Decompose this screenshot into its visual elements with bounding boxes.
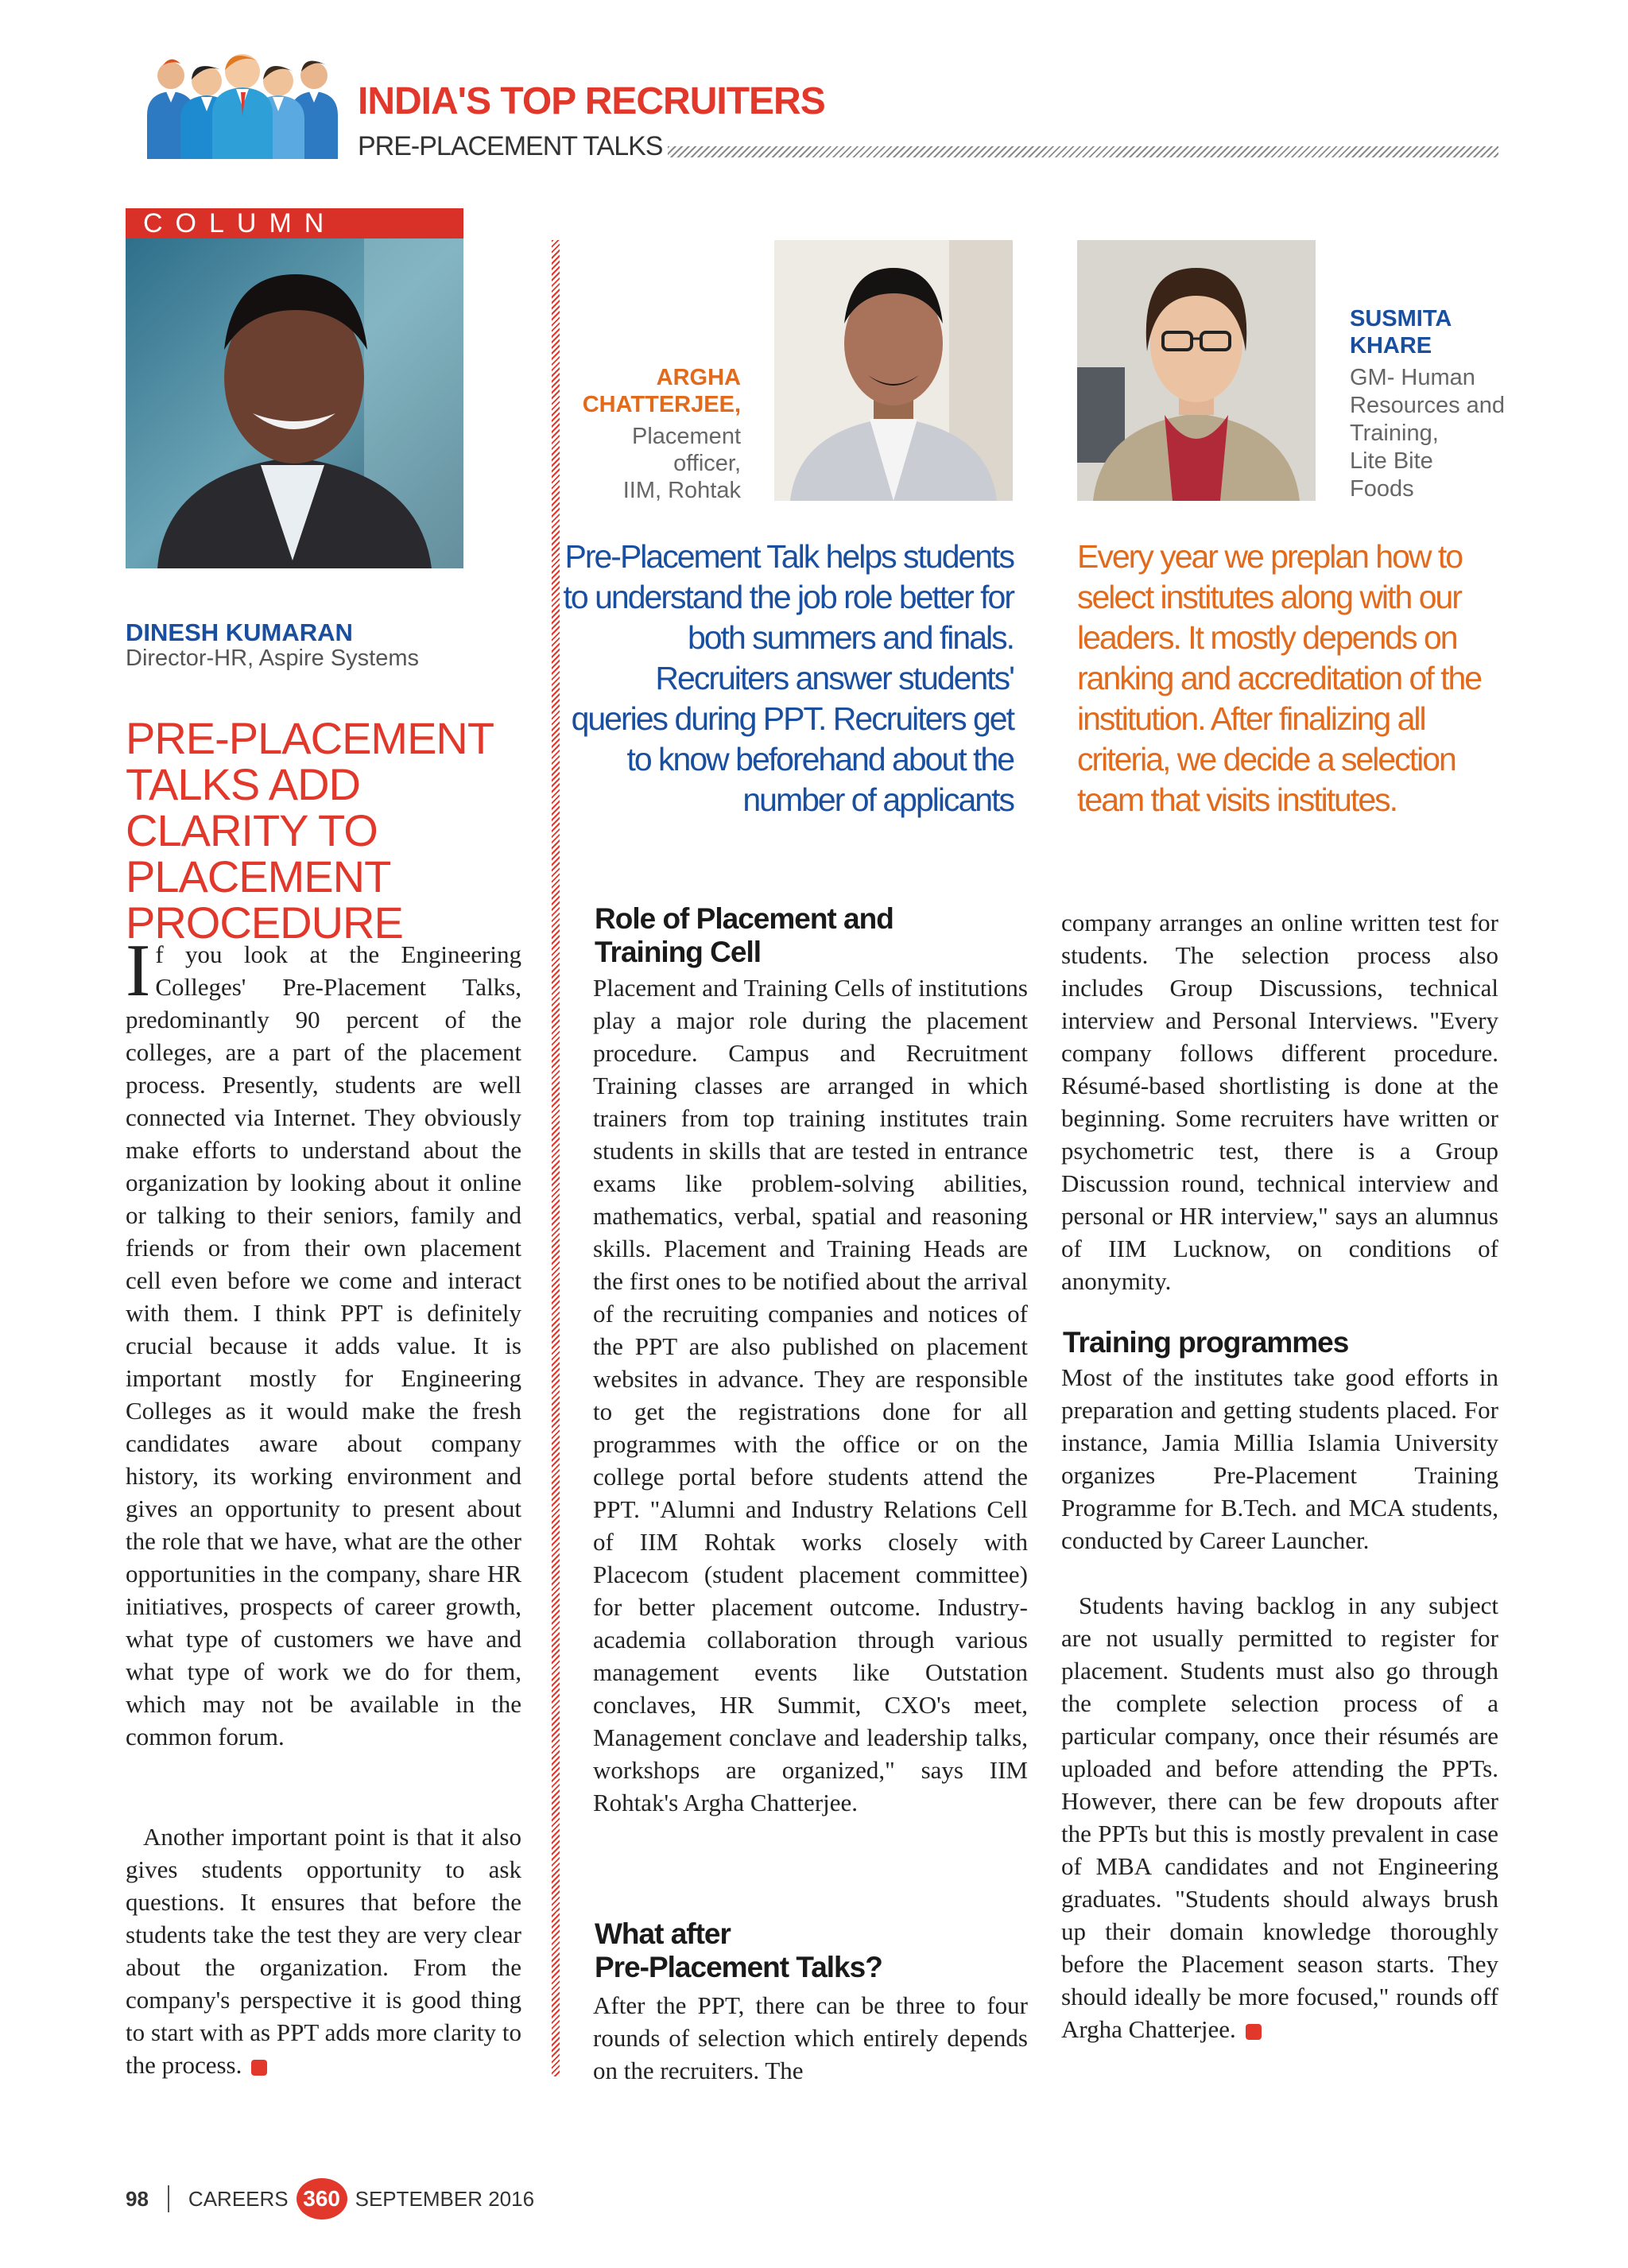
subheading-what-after-ppt (595, 1917, 1008, 1984)
columnist-photo (126, 238, 463, 568)
subheading-role-of-placement: Role of Placement and Training Cell (595, 902, 893, 968)
article-headline: PRE-PLACEMENT TALKS ADD CLARITY TO PLACEMENT PROCEDURE (126, 713, 494, 948)
profile-susmita-photo (1077, 240, 1316, 501)
profile-susmita-name-line2: KHARE (1350, 333, 1432, 359)
end-mark-icon: C (1246, 2024, 1262, 2040)
footer-brand: CAREERS (188, 2186, 289, 2211)
column-paragraph-1 (126, 929, 521, 1753)
columnist-name: DINESH KUMARAN (126, 618, 353, 646)
profile-susmita-role-line1: GM- Human (1350, 365, 1475, 390)
profile-argha-photo (774, 240, 1013, 501)
section-title: INDIA'S TOP RECRUITERS (358, 80, 825, 122)
profile-susmita-role-line4: Lite Bite (1350, 448, 1433, 474)
column-paragraph-2-text: Another important point is that it also gives students opportunity to ask questions. It ensures that before the students take the test they are very clear about the organization. From the company's perspective it is good thing to start with as PPT adds more clarity to the process. (126, 1823, 521, 2079)
profile-susmita-role-line2: Resources and (1350, 393, 1506, 418)
profile-argha-role-line1: Placement (631, 424, 741, 449)
training-programmes-paragraph-2 (1061, 1589, 1498, 2045)
profile-susmita-role-line5: Foods (1350, 476, 1414, 502)
column-paragraph-2 (126, 1820, 521, 2081)
profile-argha-role (556, 423, 741, 504)
page-number: 98 (126, 2186, 149, 2211)
what-after-ppt-paragraph: After the PPT, there can be three to four rounds of selection which entirely depends on the recruiters. The (593, 1991, 1028, 2084)
profile-argha-name-line2: CHATTERJEE, (582, 392, 741, 417)
training-programmes-paragraph-1: Most of the institutes take good efforts in preparation and getting students placed. For instance, Jamia Millia Islamia University organizes Pre-Placement Training Programme for B.Tech. and MCA students, conducted by Career Launcher. (1061, 1363, 1498, 1554)
footer-issue: SEPTEMBER 2016 (355, 2186, 535, 2211)
column-label: COLUMN (126, 208, 463, 238)
role-of-placement-paragraph: Placement and Training Cells of institutions play a major role during the placement procedure. Campus and Recruitment Training classes are arranged in which trainers from top training institutes train students in skills that are tested in entrance exams like problem-solving abilities, mathematics, verbal, spatial and reasoning skills. Placement and Training Heads are the first ones to be notified about the arrival of the recruiting companies and notices of the PPT are also published on placement websites in advance. They are responsible to get the registrations done for all programmes with the office or on the college portal before students attend the PPT. "Alumni and Industry Relations Cell of IIM Rohtak works closely with Placecom (student placement committee) for better placement outcome. Industry-academia collaboration through various management events like Outstation conclaves, HR Summit, CXO's meet, Management conclave and leadership talks, workshops are organized," says IIM Rohtak's Argha Chatterjee. (593, 974, 1028, 1816)
section-subtitle: PRE-PLACEMENT TALKS (358, 131, 663, 161)
profile-susmita-name-line1: SUSMITA (1350, 306, 1452, 331)
end-mark-icon: C (251, 2060, 267, 2076)
footer-brand-logo: 360 (297, 2178, 347, 2220)
header-hatch-rule (668, 146, 1498, 157)
subheading-training-programmes: Training programmes (1063, 1326, 1349, 1359)
profile-argha-name (556, 364, 741, 418)
pull-quote-argha: Pre-Placement Talk helps students to understand the job role better for both summers and finals. Recruiters answer students' queries during PPT. Recruiters get to know beforehand about the number of applicants (563, 538, 1014, 818)
profile-susmita-role-line3: Training, (1350, 421, 1439, 446)
profile-susmita-role (1350, 364, 1509, 503)
pull-quote-susmita: Every year we preplan how to select institutes along with our leaders. It mostly depends on ranking and accreditation of the institution. After finalizing all criteria, we decide a selection team that visits institutes. (1077, 538, 1482, 818)
training-programmes-paragraph-2-text: Students having backlog in any subject are not usually permitted to register for placement. Students must also go through the complete selection process of a particular company, once their résumés are uploaded and before attending the PPTs. However, there can be few dropouts after the PPTs but this is mostly prevalent in case of MBA candidates and not Engineering graduates. "Students should always brush up their domain knowledge thoroughly before the Placement season starts. They should ideally be more focused," rounds off Argha Chatterjee. (1061, 1591, 1498, 2043)
people-group-icon (123, 48, 362, 159)
profile-argha-role-line3: IIM, Rohtak (622, 478, 741, 503)
profile-susmita-name (1350, 305, 1509, 359)
drop-cap: I (126, 929, 151, 1012)
selection-process-paragraph: company arranges an online written test for students. The selection process also includes Group Discussions, technical interview and Personal Interviews. "Every company follows different procedure. Résumé-based shortlisting is done at the beginning. Some recruiters have written or psychometric test, there is a Group Discussion round, technical interview and personal or HR interview," says an alumnus of IIM Lucknow, on conditions of anonymity. (1061, 909, 1498, 1295)
subheading-what-after-ppt-line1: What after (595, 1917, 731, 1950)
column-paragraph-1-text: f you look at the Engineering Colleges' Pre-Placement Talks, predominantly 90 percent of the colleges, are a part of the placement process. Presently, students are well connected via Internet. They obviously make efforts to understand about the organization by looking about it online or talking to their seniors, family and friends or from their own placement cell even before we come and interact with them. I think PPT is definitely crucial because it adds value. It is important mostly for Engineering Colleges as it would make the fresh candidates aware about company history, its working environment and gives an opportunity to present about the role that we have, what are the other opportunities in the company, share HR initiatives, prospects of career growth, what type of customers we have and what type of work we do for them, which may not be available in the common forum. (126, 940, 521, 1750)
profile-argha-role-line2: officer, (673, 451, 741, 476)
column-separator (552, 240, 560, 2076)
profile-argha-name-line1: ARGHA (656, 365, 741, 390)
footer-divider (168, 2185, 169, 2212)
columnist-role: Director-HR, Aspire Systems (126, 646, 420, 671)
page-footer (126, 2178, 534, 2220)
subheading-what-after-ppt-line2: Pre-Placement Talks? (595, 1951, 882, 1983)
